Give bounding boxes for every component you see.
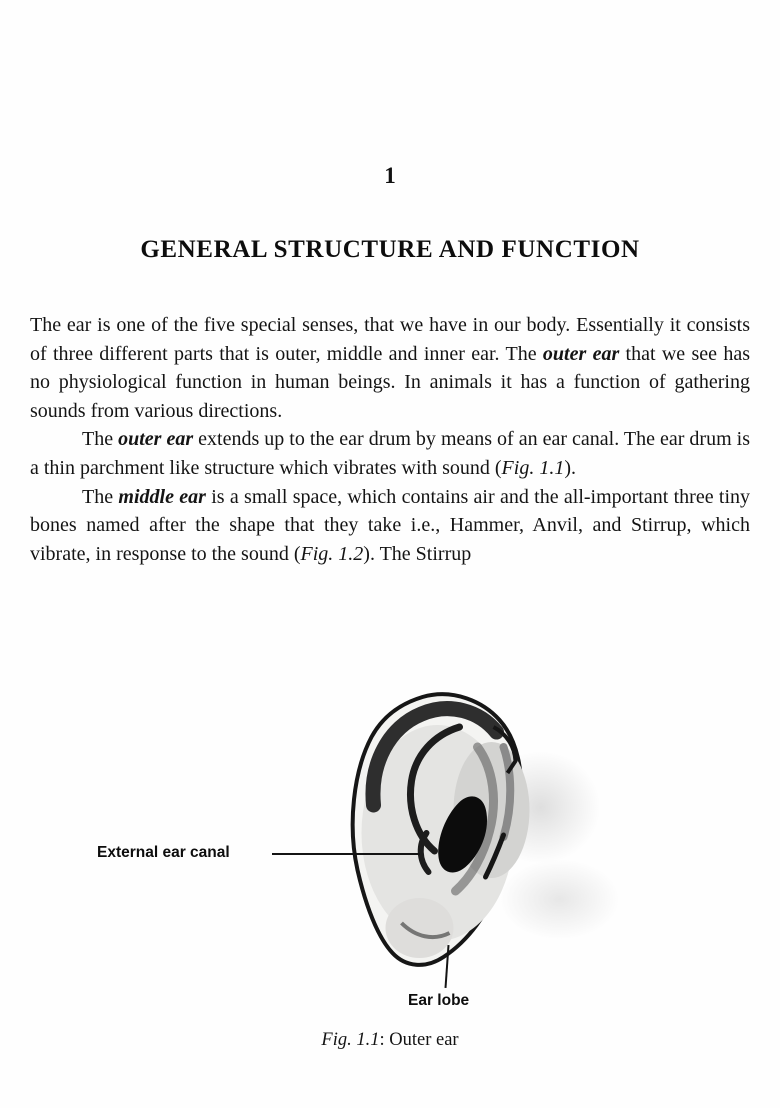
text-run: The <box>82 428 119 451</box>
text-run: extends up to the ear drum by means of an ear canal. The ear drum is a thin parchment like structure which vibrates with sound ( <box>30 428 750 479</box>
body-text <box>30 311 750 568</box>
text-run: The <box>82 485 119 508</box>
text-run: that we see has no physiological function in human beings. In animals it has a function of gathering sounds from various directions. <box>30 342 750 422</box>
caption-text: : Outer ear <box>379 1030 459 1050</box>
paragraph-2 <box>30 425 750 482</box>
paragraph-1 <box>30 311 750 425</box>
caption-fig-ref: Fig. 1.1 <box>321 1030 380 1050</box>
chapter-title: GENERAL STRUCTURE AND FUNCTION <box>140 236 640 263</box>
figure-caption <box>0 1030 780 1051</box>
lobe-label: Ear lobe <box>408 992 470 1009</box>
ear-lobe-shading <box>386 898 454 958</box>
emphasis-term-outer-ear: outer ear <box>542 342 620 365</box>
emphasis-term-middle-ear: middle ear <box>118 485 206 508</box>
paragraph-3 <box>30 483 750 569</box>
text-run: ). <box>564 456 576 479</box>
page-number: 1 <box>384 163 396 188</box>
text-run: is a small space, which contains air and the all-important three tiny bones named after the shape that they take i.e., Hammer, Anvil, and Stirrup, which vibrate, in response to the sound ( <box>30 485 750 565</box>
canal-label: External ear canal <box>97 844 230 861</box>
ear-figure <box>0 672 780 1082</box>
ear-illustration <box>305 685 560 985</box>
figure-reference: Fig. 1.1 <box>501 456 565 479</box>
emphasis-term-outer-ear: outer ear <box>118 428 194 451</box>
text-run: The ear is one of the five special senses, that we have in our body. Essentially it consists of three different parts that is outer, middle and inner ear. The <box>30 314 750 365</box>
figure-reference: Fig. 1.2 <box>300 542 364 565</box>
canal-pointer-line <box>272 853 420 855</box>
text-run: ). The Stirrup <box>363 542 472 565</box>
